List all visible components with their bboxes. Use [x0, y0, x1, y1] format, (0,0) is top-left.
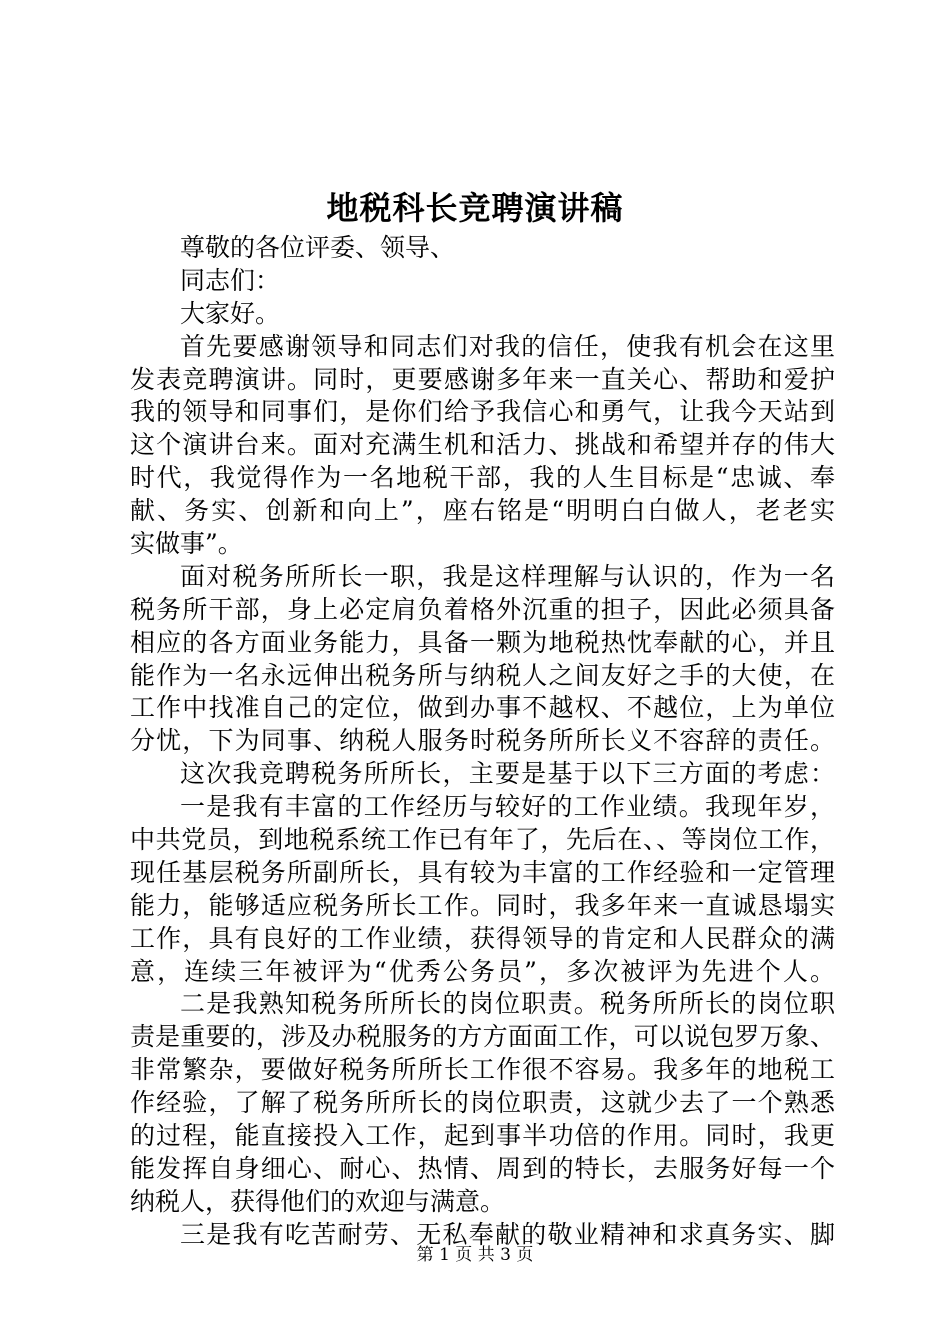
text-line: 责是重要的，涉及办税服务的方方面面工作，可以说包罗万象、: [130, 1022, 835, 1052]
text-line: 这个演讲台来。面对充满生机和活力、挑战和希望并存的伟大: [130, 430, 835, 460]
text-line: 一是我有丰富的工作经历与较好的工作业绩。我现年岁，: [180, 792, 835, 822]
text-line: 工作中找准自己的定位，做到办事不越权、不越位，上为单位: [130, 693, 835, 723]
text-line: 能力，能够适应税务所长工作。同时，我多年来一直诚恳塌实: [130, 890, 835, 920]
text-line: 现任基层税务所副所长，具有较为丰富的工作经验和一定管理: [130, 857, 835, 887]
page-footer: 第 1 页 共 3 页: [416, 1245, 534, 1265]
text-line: 面对税务所所长一职，我是这样理解与认识的，作为一名: [180, 561, 835, 591]
text-line: 我的领导和同事们，是你们给予我信心和勇气，让我今天站到: [130, 397, 835, 427]
text-line: 能作为一名永远伸出税务所与纳税人之间友好之手的大使，在: [130, 660, 835, 690]
text-line: 相应的各方面业务能力，具备一颗为地税热忱奉献的心，并且: [130, 627, 835, 657]
text-line: 三是我有吃苦耐劳、无私奉献的敬业精神和求真务实、脚: [180, 1219, 835, 1249]
text-line: 分忧，下为同事、纳税人服务时税务所所长义不容辞的责任。: [130, 726, 835, 756]
text-line: 能发挥自身细心、耐心、热情、周到的特长，去服务好每一个: [130, 1153, 835, 1183]
text-line: 税务所干部，身上必定肩负着格外沉重的担子，因此必须具备: [130, 594, 835, 624]
text-line: 同志们：: [180, 265, 281, 295]
text-line: 实做事”。: [130, 529, 243, 559]
text-line: 中共党员，到地税系统工作已有年了，先后在、、等岗位工作，: [130, 825, 835, 855]
text-line: 献、务实、创新和向上”，座右铭是“明明白白做人，老老实: [130, 496, 835, 526]
text-line: 这次我竞聘税务所所长，主要是基于以下三方面的考虑：: [180, 759, 835, 789]
text-line: 工作，具有良好的工作业绩，获得领导的肯定和人民群众的满: [130, 923, 835, 953]
text-line: 非常繁杂，要做好税务所所长工作很不容易。我多年的地税工: [130, 1055, 835, 1085]
text-line: 作经验，了解了税务所所长的岗位职责，这就少去了一个熟悉: [130, 1088, 835, 1118]
text-line: 首先要感谢领导和同志们对我的信任，使我有机会在这里: [180, 331, 835, 361]
text-line: 的过程，能直接投入工作，起到事半功倍的作用。同时，我更: [130, 1121, 835, 1151]
text-line: 意，连续三年被评为“优秀公务员”，多次被评为先进个人。: [130, 956, 835, 986]
text-line: 纳税人，获得他们的欢迎与满意。: [130, 1186, 506, 1216]
document-body: [130, 232, 835, 1252]
text-line: 时代，我觉得作为一名地税干部，我的人生目标是“忠诚、奉: [130, 463, 835, 493]
text-line: 大家好。: [180, 298, 281, 328]
document-title: 地税科长竞聘演讲稿: [326, 189, 624, 227]
text-line: 二是我熟知税务所所长的岗位职责。税务所所长的岗位职: [180, 989, 835, 1019]
text-line: 发表竞聘演讲。同时，更要感谢多年来一直关心、帮助和爱护: [130, 364, 835, 394]
text-line: 尊敬的各位评委、领导、: [180, 233, 456, 262]
